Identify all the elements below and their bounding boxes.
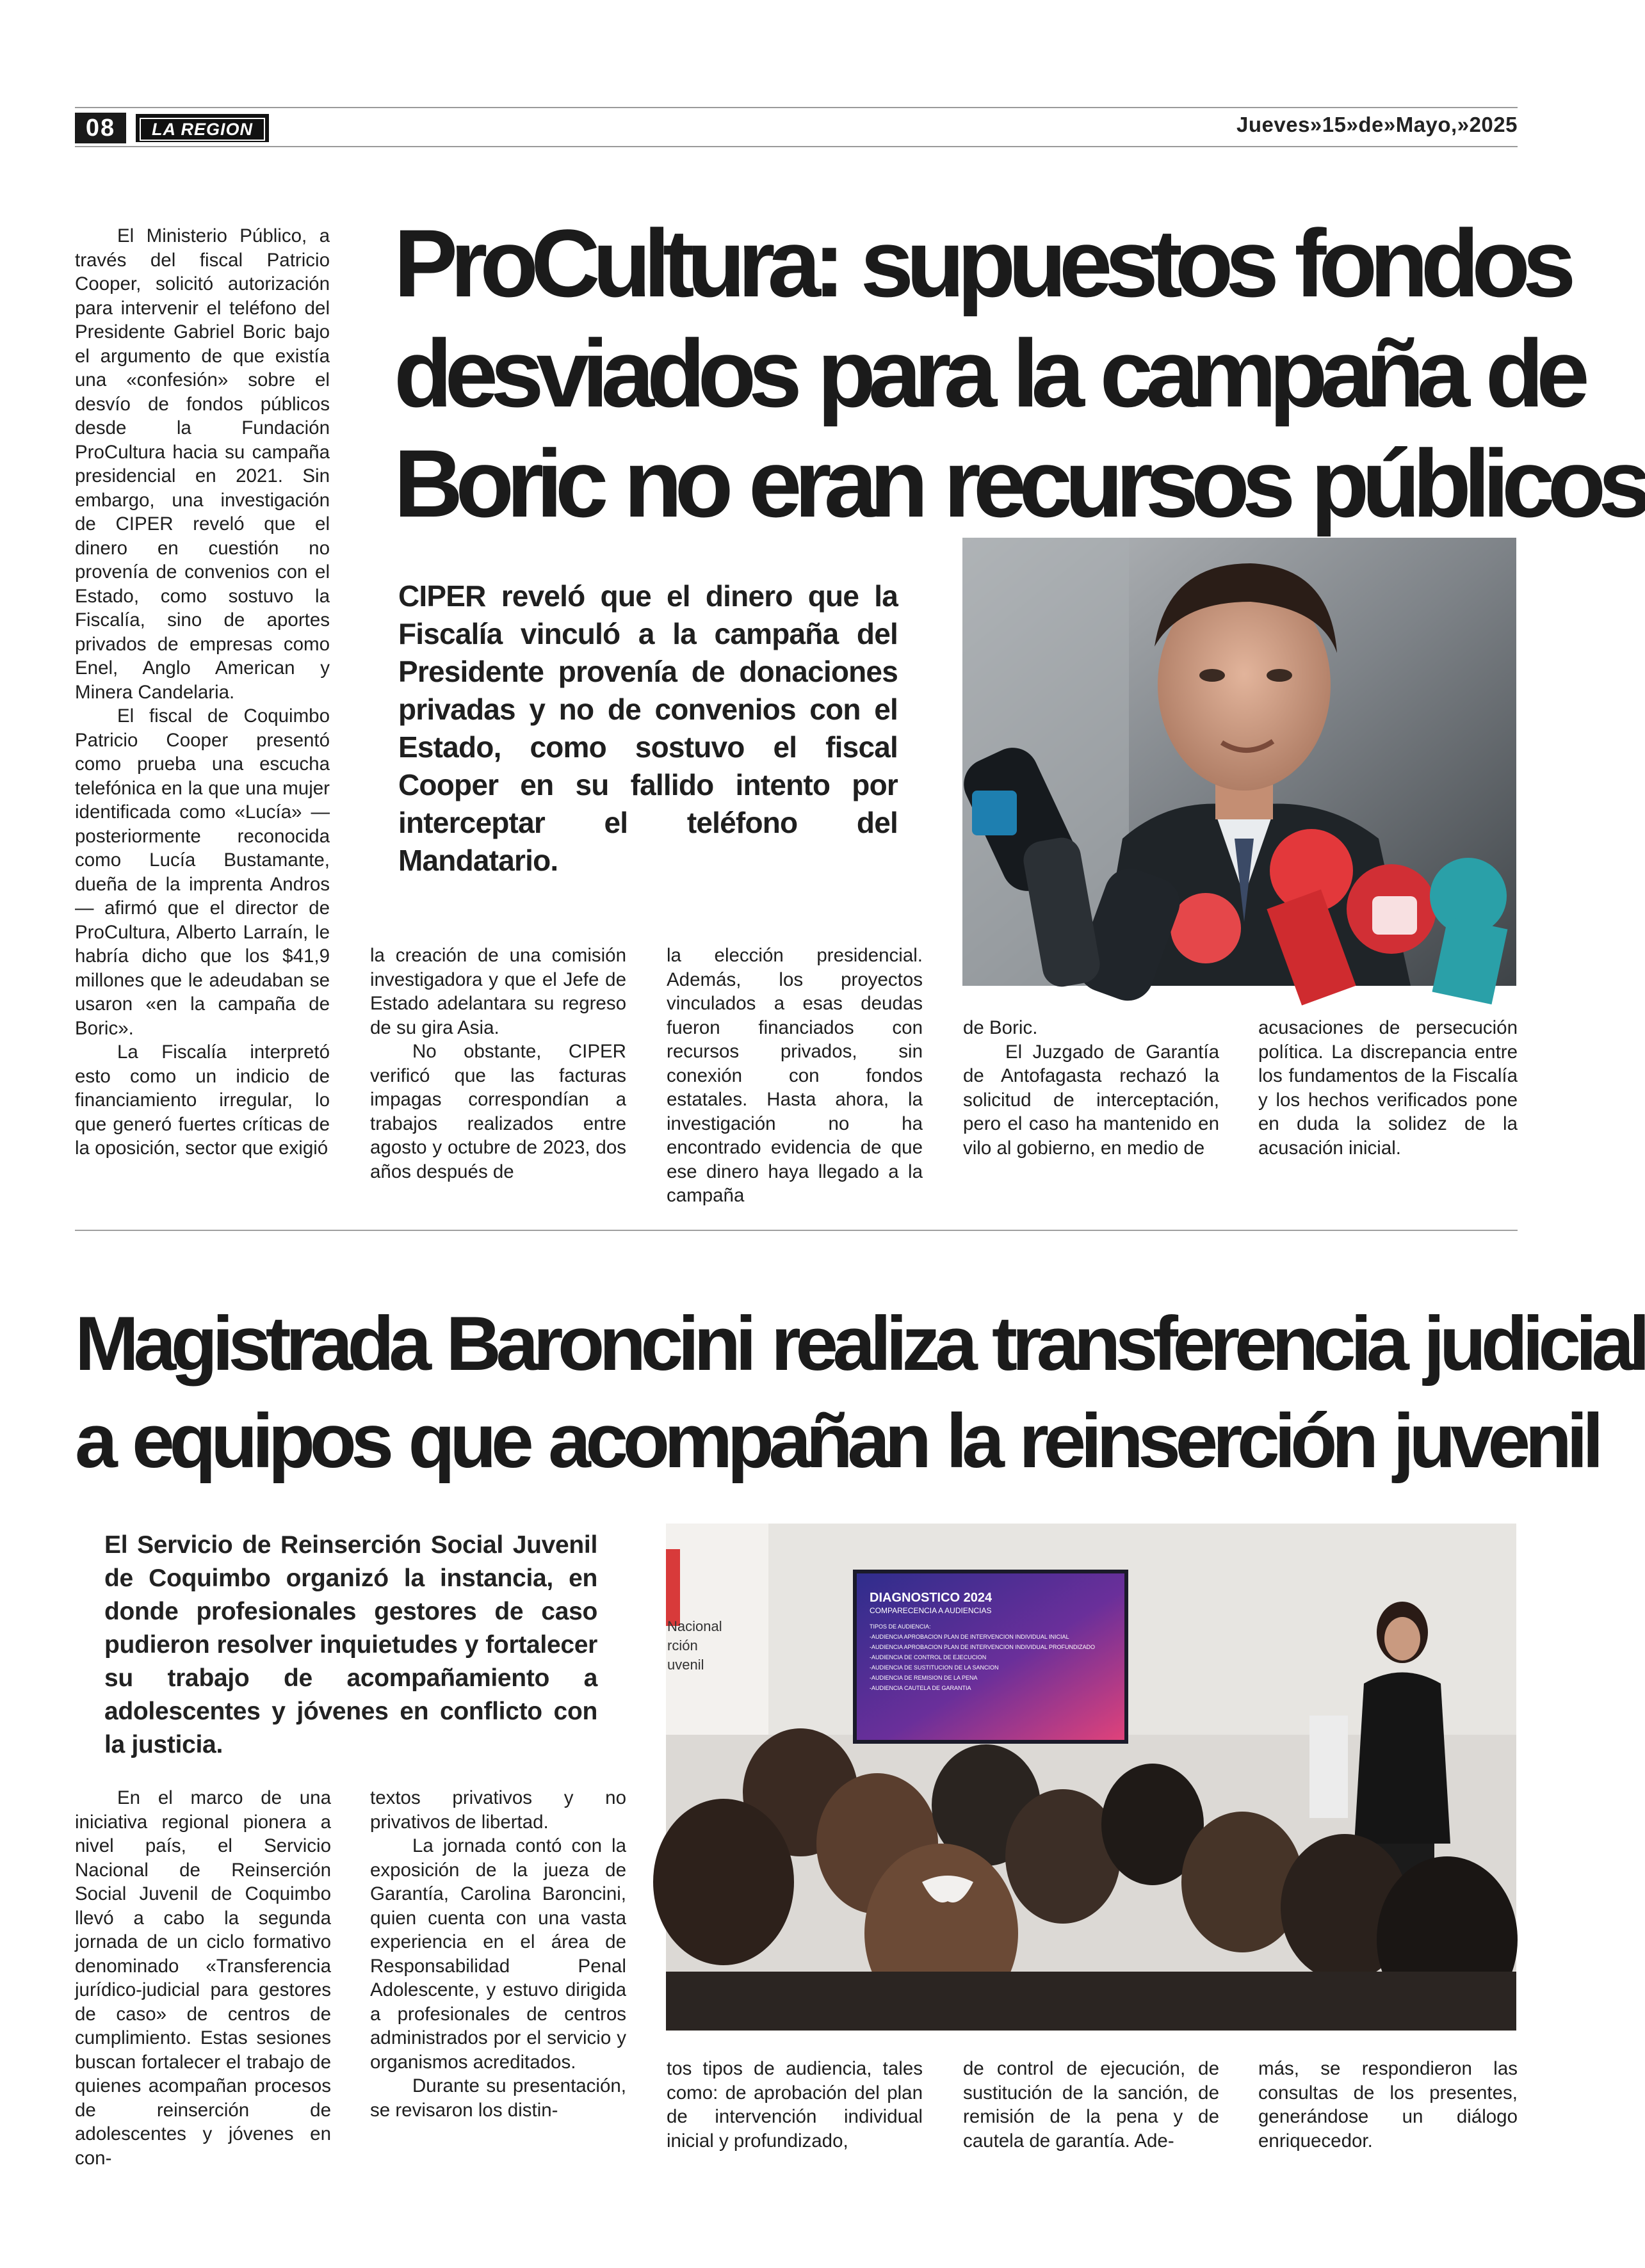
slide-title: DIAGNOSTICO 2024 [870,1591,993,1605]
story2-column-2 [370,1786,626,2164]
paragraph: La Fiscalía interpretó esto como un indicio de financiamiento irregular, lo que generó fuertes críticas de la oposición, sector que exigió [75,1042,330,1159]
slide-subtitle: COMPARECENCIA A AUDIENCIAS [870,1606,992,1615]
header-top-rule [75,107,1518,108]
story1-headline-line: desviados para la campaña de [394,319,1582,427]
story2-deck: El Servicio de Reinserción Social Juvenil de Coquimbo organizó la instancia, en donde profesionales gestores de caso pudieron resolver inquietudes y fortalecer su trabajo de acompañamiento a adolescentes y jóvenes en conflicto con la justicia. [104,1531,597,1758]
training-session-photo [666,1524,1516,2031]
story1-column-3 [667,944,923,1206]
paragraph: textos privativos y no privativos de libertad. [370,1787,626,1833]
story1-column-2 [370,944,626,1182]
slide-item: -AUDIENCIA DE REMISION DE LA PENA [870,1675,978,1681]
paragraph: El fiscal de Coquimbo Patricio Cooper presentó como prueba una escucha telefónica en la que una mujer identificada como «Lucía» —posteriormente reconocida como Lucía Bustamante, dueña de la imprenta Andros— afirmó que el director de ProCultura, Alberto Larraín, le habría dicho que los $41,9 millones que le adeudaban se usaron «en la campaña de Boric». [75,705,330,1039]
story-divider [75,1230,1518,1231]
story2-column-4 [963,2057,1219,2166]
paragraph: la creación de una comisión investigadora y que el Jefe de Estado adelantara su regreso de su gira Asia. [370,945,626,1038]
slide-item: -AUDIENCIA CAUTELA DE GARANTIA [870,1685,971,1691]
wall-sign-line: Nacional [667,1618,722,1634]
slide-item: TIPOS DE AUDIENCIA: [870,1623,931,1630]
paragraph: de control de ejecución, de sustitución de la sanción, de remisión de la pena y de cautela de garantía. Ade- [963,2058,1219,2151]
story1-photo [962,538,1516,986]
paragraph: No obstante, CIPER verificó que las facturas impagas correspondían a trabajos realizados entre agosto y octubre de 2023, dos años después de [370,1041,626,1182]
story2-photo [666,1524,1516,2031]
story1-column-4 [963,1016,1219,1176]
paragraph: La jornada contó con la exposición de la jueza de Garantía, Carolina Baroncini, quien cuenta con una vasta experiencia en el área de Responsabilidad Penal Adolescente, y estuvo dirigida a profesionales de centros administrados por el servicio y organismos acreditados. [370,1835,626,2073]
story1-headline-line: Boric no eran recursos públicos [394,430,1644,537]
story1-deck: CIPER reveló que el dinero que la Fiscalía vinculó a la campaña del Presidente provenía de donaciones privadas y no de convenios con el Estado, como sostuvo el fiscal Cooper en su fallido intento por interceptar el teléfono del Mandatario. [398,579,898,877]
press-scrum-photo [962,538,1516,986]
paragraph: acusaciones de persecución política. La discrepancia entre los fundamentos de la Fiscalía y los hechos verificados pone en duda la solidez de la acusación inicial. [1258,1017,1518,1159]
story1-column-1 [75,224,330,1171]
story2-headline [75,1295,1645,1490]
paragraph: El Ministerio Público, a través del fiscal Patricio Cooper, solicitó autorización para intervenir el teléfono del Presidente Gabriel Boric bajo el argumento de que existía una «confesión» sobre el desvío de fondos públicos desde la Fundación ProCultura hacia su campaña presidencial en 2021. Sin embargo, una investigación de CIPER reveló que el dinero en cuestión no provenía de convenios con el Estado, como sostuvo la Fiscalía, sino de aportes privados de empresas como Enel, Anglo American y Minera Candelaria. [75,225,330,703]
story2-column-1 [75,1786,331,2169]
paragraph: tos tipos de audiencia, tales como: de aprobación del plan de intervención individual inicial y profundizado, [667,2058,923,2151]
wall-sign-line: rción [667,1637,698,1653]
slide-item: -AUDIENCIA DE SUSTITUCION DE LA SANCION [870,1664,999,1671]
paragraph: En el marco de una iniciativa regional pionera a nivel país, el Servicio Nacional de Reinserción Social Juvenil de Coquimbo llevó a cabo la segunda jornada de un ciclo formativo denominado «Transferencia jurídico-judicial para gestores de caso» de centros de cumplimiento. Estas sesiones buscan fortalecer el trabajo de quienes acompañan procesos de reinserción de adolescentes y jóvenes en con- [75,1787,331,2169]
newspaper-logo [136,114,269,142]
story1-column-5 [1258,1016,1518,1176]
slide-item: -AUDIENCIA DE CONTROL DE EJECUCION [870,1654,987,1661]
story1-headline-line: ProCultura: supuestos fondos [394,209,1569,317]
newspaper-name: LA REGION [140,118,265,141]
page-number: 08 [75,113,126,143]
paragraph: El Juzgado de Garantía de Antofagasta rechazó la solicitud de interceptación, pero el caso ha mantenido en vilo al gobierno, en medio de [963,1041,1219,1159]
story2-headline-line: Magistrada Baroncini realiza transferencia judicial [75,1301,1645,1387]
story2-column-5 [1258,2057,1518,2166]
issue-date: Jueves»15»de»Mayo,»2025 [1236,113,1518,136]
paragraph: Durante su presentación, se revisaron los distin- [370,2075,626,2121]
paragraph: la elección presidencial. Además, los proyectos vinculados a esas deudas fueron financiados con recursos privados, sin conexión con fondos estatales. Hasta ahora, la investigación no ha encontrado evidencia de que ese dinero haya llegado a la campaña [667,945,923,1206]
header-bottom-rule [75,146,1518,147]
slide-item: -AUDIENCIA APROBACION PLAN DE INTERVENCION INDIVIDUAL INICIAL [870,1634,1069,1640]
wall-sign-line: uvenil [667,1657,704,1673]
story1-headline [394,208,1644,538]
slide-item: -AUDIENCIA APROBACION PLAN DE INTERVENCION INDIVIDUAL PROFUNDIZADO [870,1644,1096,1650]
story2-column-3 [667,2057,923,2166]
story2-headline-line: a equipos que acompañan la reinserción juvenil [75,1398,1599,1484]
paragraph: más, se respondieron las consultas de los presentes, generándose un diálogo enriquecedor. [1258,2058,1518,2151]
paragraph: de Boric. [963,1017,1038,1038]
